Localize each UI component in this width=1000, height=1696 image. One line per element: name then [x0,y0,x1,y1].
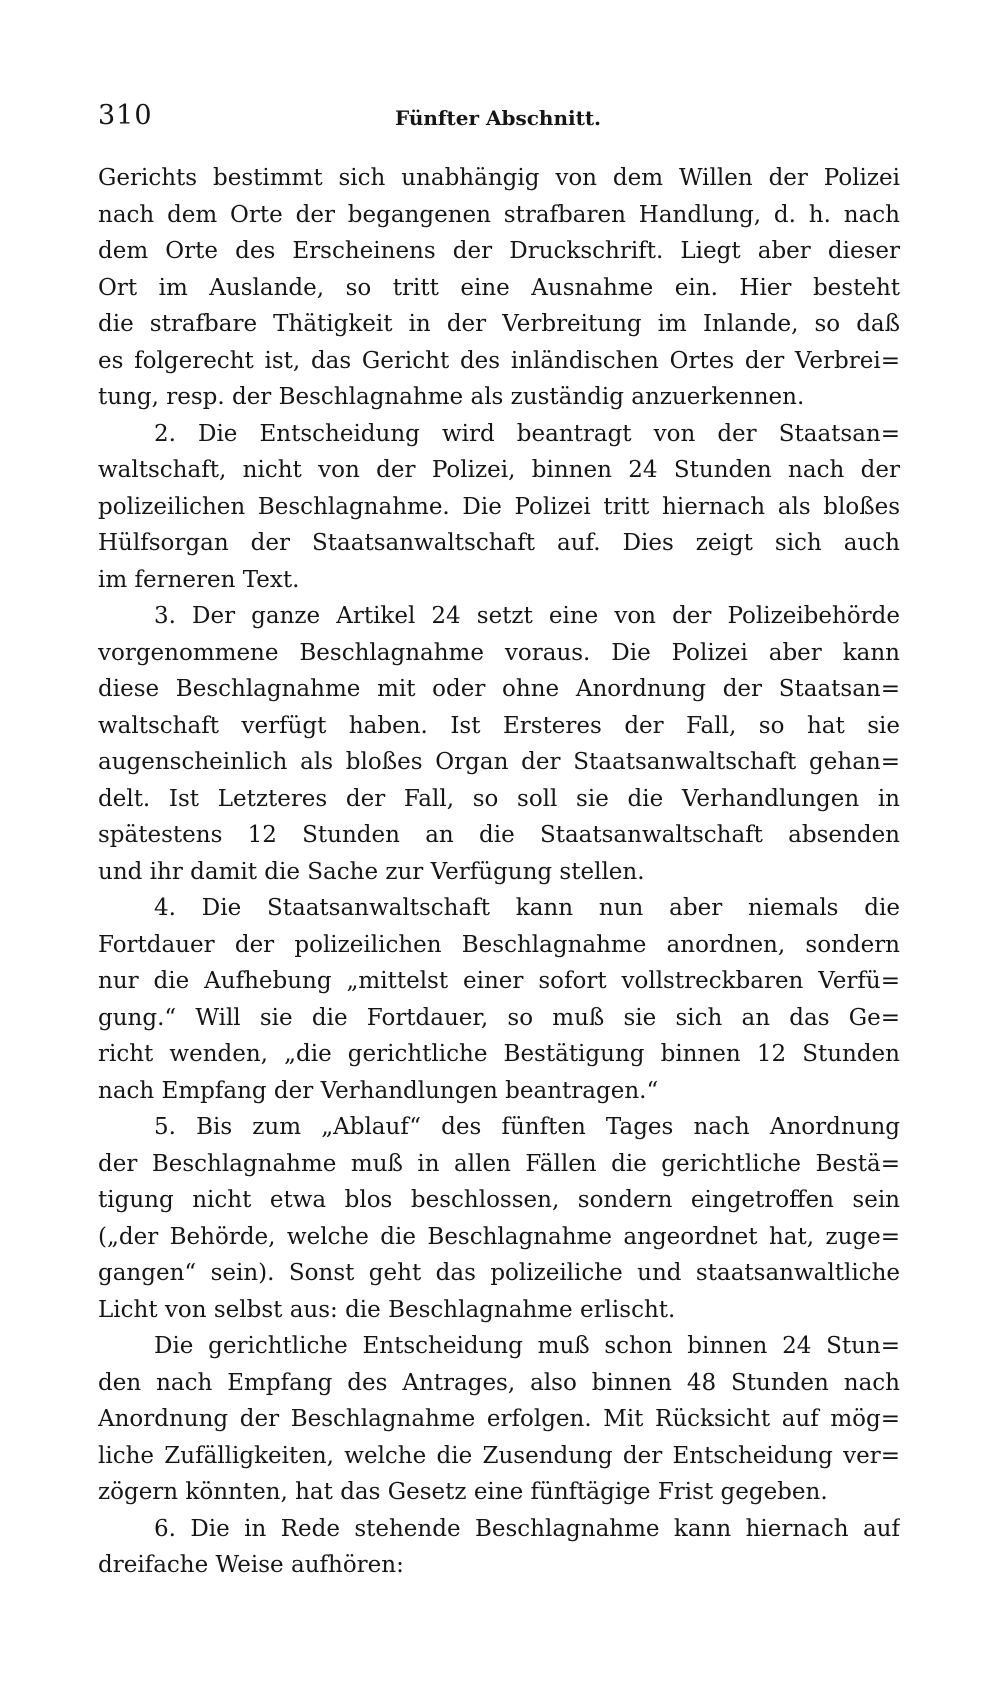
text-line: Ort im Auslande, so tritt eine Ausnahme ein. Hier besteht [98,274,900,301]
text-line: polizeilichen Beschlagnahme. Die Polizei tritt hiernach als bloßes [98,493,900,520]
text-line: richt wenden, „die gerichtliche Bestätigung binnen 12 Stunden [98,1041,900,1067]
text-line: waltschaft verfügt haben. Ist Ersteres der Fall, so hat sie [98,712,900,739]
text-line: Hülfsorgan der Staatsanwaltschaft auf. Dies zeigt sich auch [98,530,900,556]
text-line: tung, resp. der Beschlagnahme als zuständig anzuerkennen. [98,384,805,410]
text-line: dem Orte des Erscheinens der Druckschrift. Liegt aber dieser [98,238,900,264]
text-line: („der Behörde, welche die Beschlagnahme angeordnet hat, zuge= [98,1223,900,1250]
text-line: 4. Die Staatsanwaltschaft kann nun aber niemals die [154,895,900,921]
text-line: die strafbare Thätigkeit in der Verbreitung im Inlande, so daß [98,311,900,337]
text-line: dreifache Weise aufhören: [98,1552,404,1578]
text-line: nur die Aufhebung „mittelst einer sofort vollstreckbaren Verfü= [98,968,900,994]
page-header [98,96,898,136]
text-line: Die gerichtliche Entscheidung muß schon binnen 24 Stun= [154,1333,900,1359]
body-text [98,160,900,1584]
text-line: waltschaft, nicht von der Polizei, binnen 24 Stunden nach der [98,457,900,483]
text-line: augenscheinlich als bloßes Organ der Staatsanwaltschaft gehan= [98,749,900,775]
text-line: gung.“ Will sie die Fortdauer, so muß sie sich an das Ge= [98,1004,900,1031]
text-line: es folgerecht ist, das Gericht des inländischen Ortes der Verbrei= [98,347,900,374]
text-line: und ihr damit die Sache zur Verfügung stellen. [98,858,645,885]
text-line: vorgenommene Beschlagnahme voraus. Die Polizei aber kann [98,639,900,666]
text-line: gangen“ sein). Sonst geht das polizeiliche und staatsanwaltliche [98,1260,900,1286]
text-line: zögern könnten, hat das Gesetz eine fünftägige Frist gegeben. [98,1479,828,1505]
text-line: spätestens 12 Stunden an die Staatsanwaltschaft absenden [98,822,900,848]
text-line: den nach Empfang des Antrages, also binnen 48 Stunden nach [98,1369,900,1396]
text-line: 5. Bis zum „Ablauf“ des fünften Tages nach Anordnung [154,1114,900,1140]
text-line: Licht von selbst aus: die Beschlagnahme erlischt. [98,1296,676,1323]
text-line: diese Beschlagnahme mit oder ohne Anordnung der Staatsan= [98,676,900,702]
text-line: nach Empfang der Verhandlungen beantragen.“ [98,1077,659,1104]
running-head: Fünfter Abschnitt. [394,106,602,130]
page-number: 310 [98,100,153,131]
text-line: tigung nicht etwa blos beschlossen, sondern eingetroffen sein [98,1187,900,1213]
text-line: Fortdauer der polizeilichen Beschlagnahme anordnen, sondern [98,931,900,958]
text-line: delt. Ist Letzteres der Fall, so soll sie die Verhandlungen in [98,785,900,812]
text-line: Gerichts bestimmt sich unabhängig von dem Willen der Polizei [98,165,900,191]
text-line: liche Zufälligkeiten, welche die Zusendung der Entscheidung ver= [98,1442,900,1469]
text-line: der Beschlagnahme muß in allen Fällen die gerichtliche Bestä= [98,1150,900,1177]
text-line: nach dem Orte der begangenen strafbaren Handlung, d. h. nach [98,201,900,228]
text-line: im ferneren Text. [98,566,300,593]
text-line: Anordnung der Beschlagnahme erfolgen. Mit Rücksicht auf mög= [98,1406,900,1432]
text-line: 6. Die in Rede stehende Beschlagnahme kann hiernach auf [154,1515,900,1542]
text-line: 2. Die Entscheidung wird beantragt von der Staatsan= [154,420,900,447]
text-line: 3. Der ganze Artikel 24 setzt eine von der Polizeibehörde [154,603,900,629]
